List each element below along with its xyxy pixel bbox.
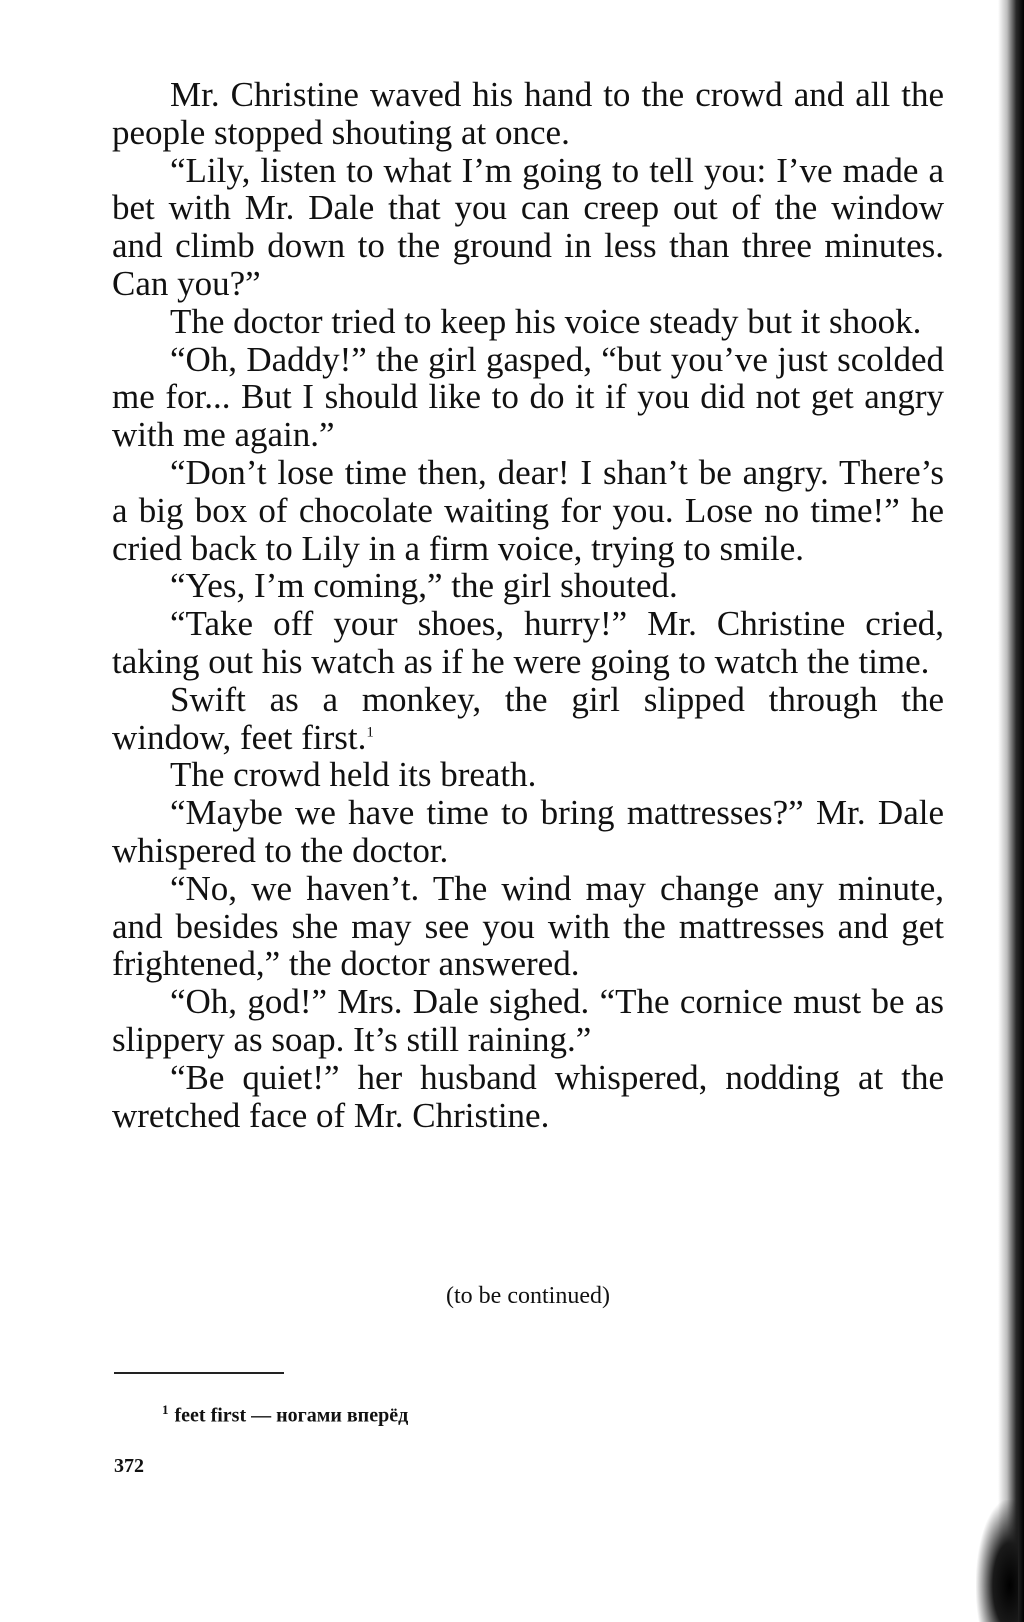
paragraph: “Yes, I’m coming,” the girl shouted.: [170, 566, 678, 606]
footnote-divider: [114, 1372, 284, 1374]
body-text: [112, 76, 944, 1134]
paragraph: “Maybe we have time to bring mattresses?” Mr. Dale whispered to the doctor.: [112, 793, 944, 870]
to-be-continued-note: (to be continued): [446, 1283, 610, 1309]
binding-edge-stain: [976, 1500, 1018, 1622]
paragraph: “Take off your shoes, hurry!” Mr. Christine cried, taking out his watch as if he were going to watch the time.: [112, 604, 944, 681]
paragraph-text: Swift as a monkey, the girl slipped through the window, feet first.: [112, 679, 944, 757]
paragraph: “Oh, god!” Mrs. Dale sighed. “The cornice must be as slippery as soap. It’s still raining.”: [112, 982, 944, 1059]
page-number: 372: [114, 1455, 144, 1477]
paragraph: “Lily, listen to what I’m going to tell you: I’ve made a bet with Mr. Dale that you can creep out of the window and climb down to the ground in less than three minutes. Can you?”: [112, 150, 944, 303]
paragraph: “Be quiet!” her husband whispered, nodding at the wretched face of Mr. Christine.: [112, 1057, 944, 1135]
paragraph: “No, we haven’t. The wind may change any minute, and besides she may see you with the mattresses and get frightened,” the doctor answered.: [112, 868, 944, 984]
paragraph: The doctor tried to keep his voice steady but it shook.: [170, 301, 922, 341]
paragraph: Mr. Christine waved his hand to the crowd and all the people stopped shouting at once.: [112, 75, 944, 152]
binding-edge-shadow: [998, 0, 1024, 1622]
paragraph: “Oh, Daddy!” the girl gasped, “but you’ve just scolded me for... But I should like to do it if you did not get angry with me again.”: [112, 339, 944, 455]
paragraph-with-footnote: [112, 681, 944, 757]
paragraph: “Don’t lose time then, dear! I shan’t be angry. There’s a big box of chocolate waiting for you. Lose no time!” he cried back to Lily in a firm voice, trying to smile.: [112, 452, 944, 568]
footnote-reference: 1: [366, 723, 374, 740]
footnote-text: feet first — ногами вперёд: [174, 1404, 409, 1427]
paragraph: The crowd held its breath.: [170, 755, 537, 795]
footnote: [162, 1397, 408, 1429]
footnote-marker: 1: [162, 1402, 169, 1417]
